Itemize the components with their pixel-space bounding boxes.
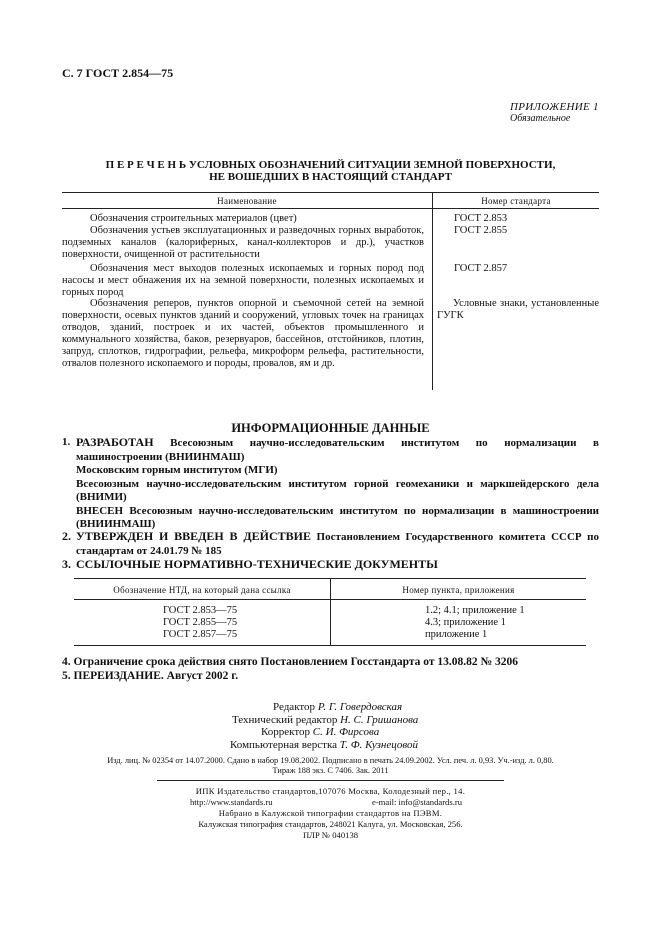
staff-name: Н. С. Гришанова [340, 713, 419, 726]
table-row-standard: ГОСТ 2.857 [454, 263, 508, 274]
staff-role: Компьютерная верстка [230, 738, 338, 751]
appendix-status: Обязательное [510, 113, 571, 124]
table-row-doc: ГОСТ 2.853—75 [163, 605, 238, 616]
table-row-standard: ГОСТ 2.853 [454, 213, 508, 224]
col-header-doc: Обозначение НТД, на который дана ссылка [113, 585, 291, 595]
staff-name: С. И. Фирсова [312, 726, 380, 738]
info-item-1 [62, 436, 599, 532]
staff-name: Р. Г. Говердовская [317, 701, 403, 713]
staff-role: Корректор [261, 726, 311, 738]
info-item-2-label: УТВЕРЖДЕН И ВВЕДЕН В ДЕЙСТВИЕ [76, 529, 311, 543]
info-item-3 [62, 557, 599, 572]
info-item-3-num: 3. [62, 557, 71, 571]
info-item-2-num: 2. [62, 529, 71, 543]
divider [157, 780, 504, 781]
page-ref: С. 7 ГОСТ 2.854—75 [62, 66, 174, 80]
info-item-1-label: РАЗРАБОТАН [76, 435, 154, 449]
publisher-line1: ИПК Издательство стандартов,107076 Москва, Колодезный пер., 14. [195, 786, 466, 796]
table-row-name: Обозначения устьев эксплуатационных и разведочных горных выработок, подземных каналов (калориферных, канал-коллекторов и др.), участков поверхности, очищенной от растительности [62, 225, 424, 260]
table-row-standard: ГОСТ 2.855 [454, 225, 508, 236]
table-row-name: Обозначения строительных материалов (цвет) [90, 213, 297, 224]
info-item-1-line3: Всесоюзным научно-исследовательским институтом горной геомеханики и маркшейдерского дела (ВНИМИ) [76, 477, 599, 503]
table-row-name: Обозначения мест выходов полезных ископаемых и горных пород под насосы и мест обнажения их на земной поверхности, полезных ископаемых и горных пород [62, 263, 424, 298]
staff-name: Т. Ф. Кузнецовой [339, 738, 419, 751]
info-item-1-line4-text: Всесоюзным научно-исследовательским институтом по нормализации в машиностроении (ВНИИНМАШ) [76, 504, 600, 530]
publisher-website-link[interactable]: http://www.standards.ru [190, 797, 273, 807]
info-item-1-line2: Московским горным институтом (МГИ) [76, 464, 278, 476]
staff-credits [230, 701, 418, 751]
publisher-line3: Набрано в Калужской типографии стандартов на ПЭВМ. [218, 808, 443, 818]
publisher-line4: Калужская типография стандартов, 248021 Калуга, ул. Московская, 256. [198, 819, 463, 829]
info-title: ИНФОРМАЦИОННЫЕ ДАННЫЕ [231, 421, 430, 435]
staff-role: Редактор [273, 701, 316, 713]
table-row-ref: 1.2; 4.1; приложение 1 [425, 605, 525, 616]
col-header-ref: Номер пункта, приложения [402, 585, 515, 595]
info-item-1-text: Всесоюзным научно-исследовательским институтом по нормализации в машиностроении (ВНИИНМАШ) [76, 437, 599, 463]
list-title-line1: П Е Р Е Ч Е Н Ь УСЛОВНЫХ ОБОЗНАЧЕНИЙ СИТУАЦИИ ЗЕМНОЙ ПОВЕРХНОСТИ, [105, 159, 556, 171]
info-item-1-num: 1. [62, 436, 71, 448]
imprint-line1: Изд. лиц. № 02354 от 14.07.2000. Сдано в набор 19.08.2002. Подписано в печать 24.09.2002. Усл. печ. л. 0,93. Уч.-изд. л. 0,80. [107, 756, 554, 765]
imprint-line2: Тираж 188 экз. С 7406. Зак. 2011 [272, 766, 389, 775]
appendix-title: ПРИЛОЖЕНИЕ 1 [510, 101, 599, 113]
publisher-email-link[interactable]: e-mail: info@standards.ru [372, 797, 463, 807]
col-header-name: Наименование [217, 196, 277, 206]
list-title-line2: НЕ ВОШЕДШИХ В НАСТОЯЩИЙ СТАНДАРТ [209, 171, 452, 183]
table-row-name: Обозначения реперов, пунктов опорной и съемочной сетей на земной поверхности, осевых пунктов зданий и сооружений, угловых точек на границах отводов, зданий, построек и их частей, объектов промышленного и коммунального хозяйства, баков, резервуаров, бассейнов, отстойников, плотин, запруд, сплотков, гидрографии, рельефа, микроформ рельефа, растительности, отвалов полезного ископаемого и породы, провалов, ям и др. [62, 298, 424, 369]
info-item-4: 4. Ограничение срока действия снято Постановлением Госстандарта от 13.08.82 № 3206 [62, 656, 518, 668]
table-row-ref: 4.3; приложение 1 [425, 617, 506, 628]
info-item-3-label: ССЫЛОЧНЫЕ НОРМАТИВНО-ТЕХНИЧЕСКИЕ ДОКУМЕНТЫ [76, 557, 438, 571]
info-item-2-text: Постановлением Государственного комитета СССР по стандартам от 24.01.79 № 185 [76, 531, 600, 557]
publisher-line5: ПЛР № 040138 [302, 830, 359, 840]
col-header-standard: Номер стандарта [481, 196, 551, 206]
info-item-5: 5. ПЕРЕИЗДАНИЕ. Август 2002 г. [62, 670, 239, 682]
table-row-doc: ГОСТ 2.855—75 [163, 617, 238, 628]
info-item-1-line4-label: ВНЕСЕН [76, 504, 124, 517]
info-item-2 [62, 530, 599, 558]
table-row-standard: Условные знаки, установленные ГУГК [437, 298, 599, 321]
table-row-doc: ГОСТ 2.857—75 [163, 629, 238, 640]
table-row-ref: приложение 1 [425, 629, 488, 640]
staff-role: Технический редактор [232, 713, 338, 726]
